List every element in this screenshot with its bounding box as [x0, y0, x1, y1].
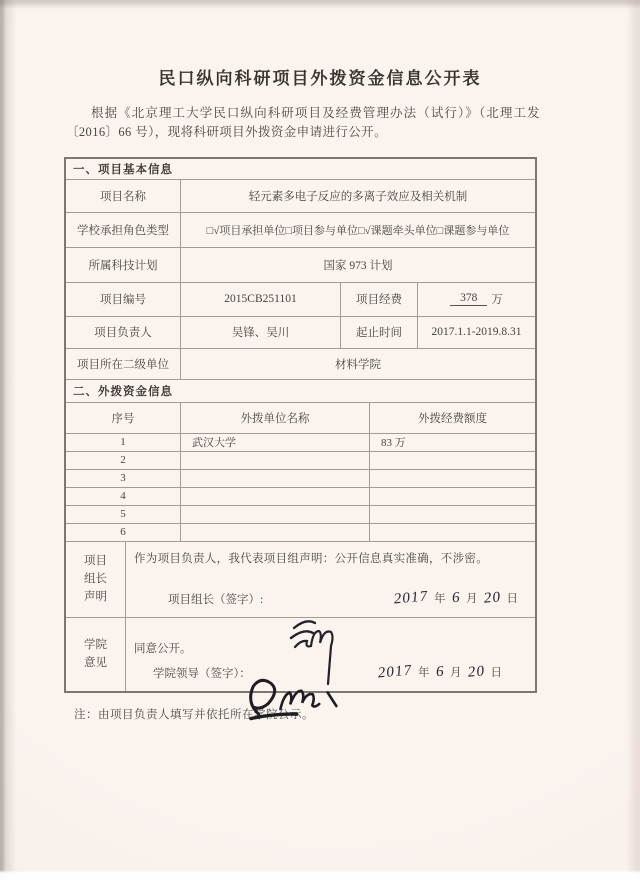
form-table: [64, 157, 537, 693]
leader-declaration-content: [125, 542, 535, 617]
college-opinion-content: [125, 618, 535, 691]
fund-row-no: 3: [120, 472, 126, 485]
project-name-value: 轻元素多电子反应的多离子效应及相关机制: [180, 180, 535, 212]
column-header-no: 序号: [111, 412, 135, 425]
footnote: 注：由项目负责人填写并依托所在学院公示。: [74, 708, 314, 721]
fund-row: [66, 523, 535, 541]
fund-row-unit: 武汉大学: [180, 434, 369, 451]
table-row: [66, 212, 535, 247]
table-row: [66, 316, 535, 348]
project-no-value: 2015CB251101: [180, 283, 340, 316]
fund-row-amount: 83 万: [369, 434, 535, 451]
fund-row-no: 6: [120, 526, 126, 539]
opinion-statement: 同意公开。: [134, 642, 192, 655]
fund-row-amount: [369, 452, 535, 469]
budget-label: 项目经费: [340, 283, 417, 316]
leader-label: 项目负责人: [94, 327, 152, 340]
fund-row-unit: [180, 452, 369, 469]
table-row: [66, 348, 535, 379]
period-label: 起止时间: [340, 317, 417, 348]
table-row: [66, 179, 535, 212]
period-value: 2017.1.1-2019.8.31: [417, 317, 535, 348]
fund-row-no: 5: [120, 508, 126, 521]
fund-row-amount: [369, 506, 535, 523]
fund-row-unit: [180, 524, 369, 541]
section-title: 一、项目基本信息: [73, 163, 173, 176]
funds-header-row: [66, 402, 535, 433]
school-unit-label: 项目所在二级单位: [77, 358, 169, 371]
college-sign-label: 学院领导（签字）：: [153, 667, 251, 680]
college-opinion-row: [66, 617, 535, 691]
section-header-outbound-funds: [66, 379, 535, 402]
fund-row: [66, 505, 535, 523]
table-row: [66, 247, 535, 282]
program-value: 国家 973 计划: [180, 248, 535, 282]
leader-declaration-label: 项目 组长 声明: [84, 554, 107, 604]
budget-value: [417, 283, 535, 316]
fund-row: [66, 433, 535, 451]
project-no-label: 项目编号: [100, 294, 146, 307]
program-label: 所属科技计划: [88, 259, 158, 272]
fund-row-no: 2: [120, 454, 126, 467]
role-type-value: □√项目承担单位□项目参与单位□√课题牵头单位□课题参与单位: [180, 213, 535, 247]
budget-amount: 378: [450, 292, 487, 306]
college-sign-date: 2017 年 6 月 20 日: [377, 662, 502, 682]
leader-sign-date: 2017 年 6 月 20 日: [393, 588, 518, 608]
fund-row-no: 1: [120, 436, 126, 449]
school-unit-value: 材料学院: [180, 349, 535, 379]
budget-unit: 万: [491, 294, 503, 307]
section-title: 二、外拨资金信息: [73, 385, 173, 398]
fund-row-no: 4: [120, 490, 126, 503]
section-header-basic-info: [66, 159, 535, 179]
table-row: [66, 282, 535, 316]
declaration-statement: 作为项目负责人，我代表项目组声明：公开信息真实准确，不涉密。: [134, 552, 488, 565]
fund-row: [66, 451, 535, 469]
column-header-unit-name: 外拨单位名称: [180, 403, 369, 433]
fund-row-amount: [369, 488, 535, 505]
fund-row: [66, 487, 535, 505]
fund-row-amount: [369, 524, 535, 541]
role-type-label: 学校承担角色类型: [77, 224, 169, 237]
intro-paragraph: 根据《北京理工大学民口纵向科研项目及经费管理办法（试行）》（北理工发〔2016〕66 号），现将科研项目外拨资金申请进行公开。: [66, 106, 540, 140]
column-header-amount: 外拨经费额度: [369, 403, 535, 433]
fund-row-unit: [180, 506, 369, 523]
leader-sign-label: 项目组长（签字）:: [168, 593, 264, 606]
fund-row-amount: [369, 470, 535, 487]
fund-row: [66, 469, 535, 487]
leader-declaration-row: [66, 541, 535, 617]
fund-row-unit: [180, 488, 369, 505]
college-opinion-label: 学院 意见: [84, 638, 107, 670]
project-name-label: 项目名称: [100, 190, 146, 203]
college-sign-line: [126, 664, 535, 681]
page-title: 民口纵向科研项目外拨资金信息公开表: [158, 69, 482, 88]
leader-sign-line: [126, 590, 535, 607]
leader-value: 吴锋、吴川: [180, 317, 340, 348]
fund-row-unit: [180, 470, 369, 487]
